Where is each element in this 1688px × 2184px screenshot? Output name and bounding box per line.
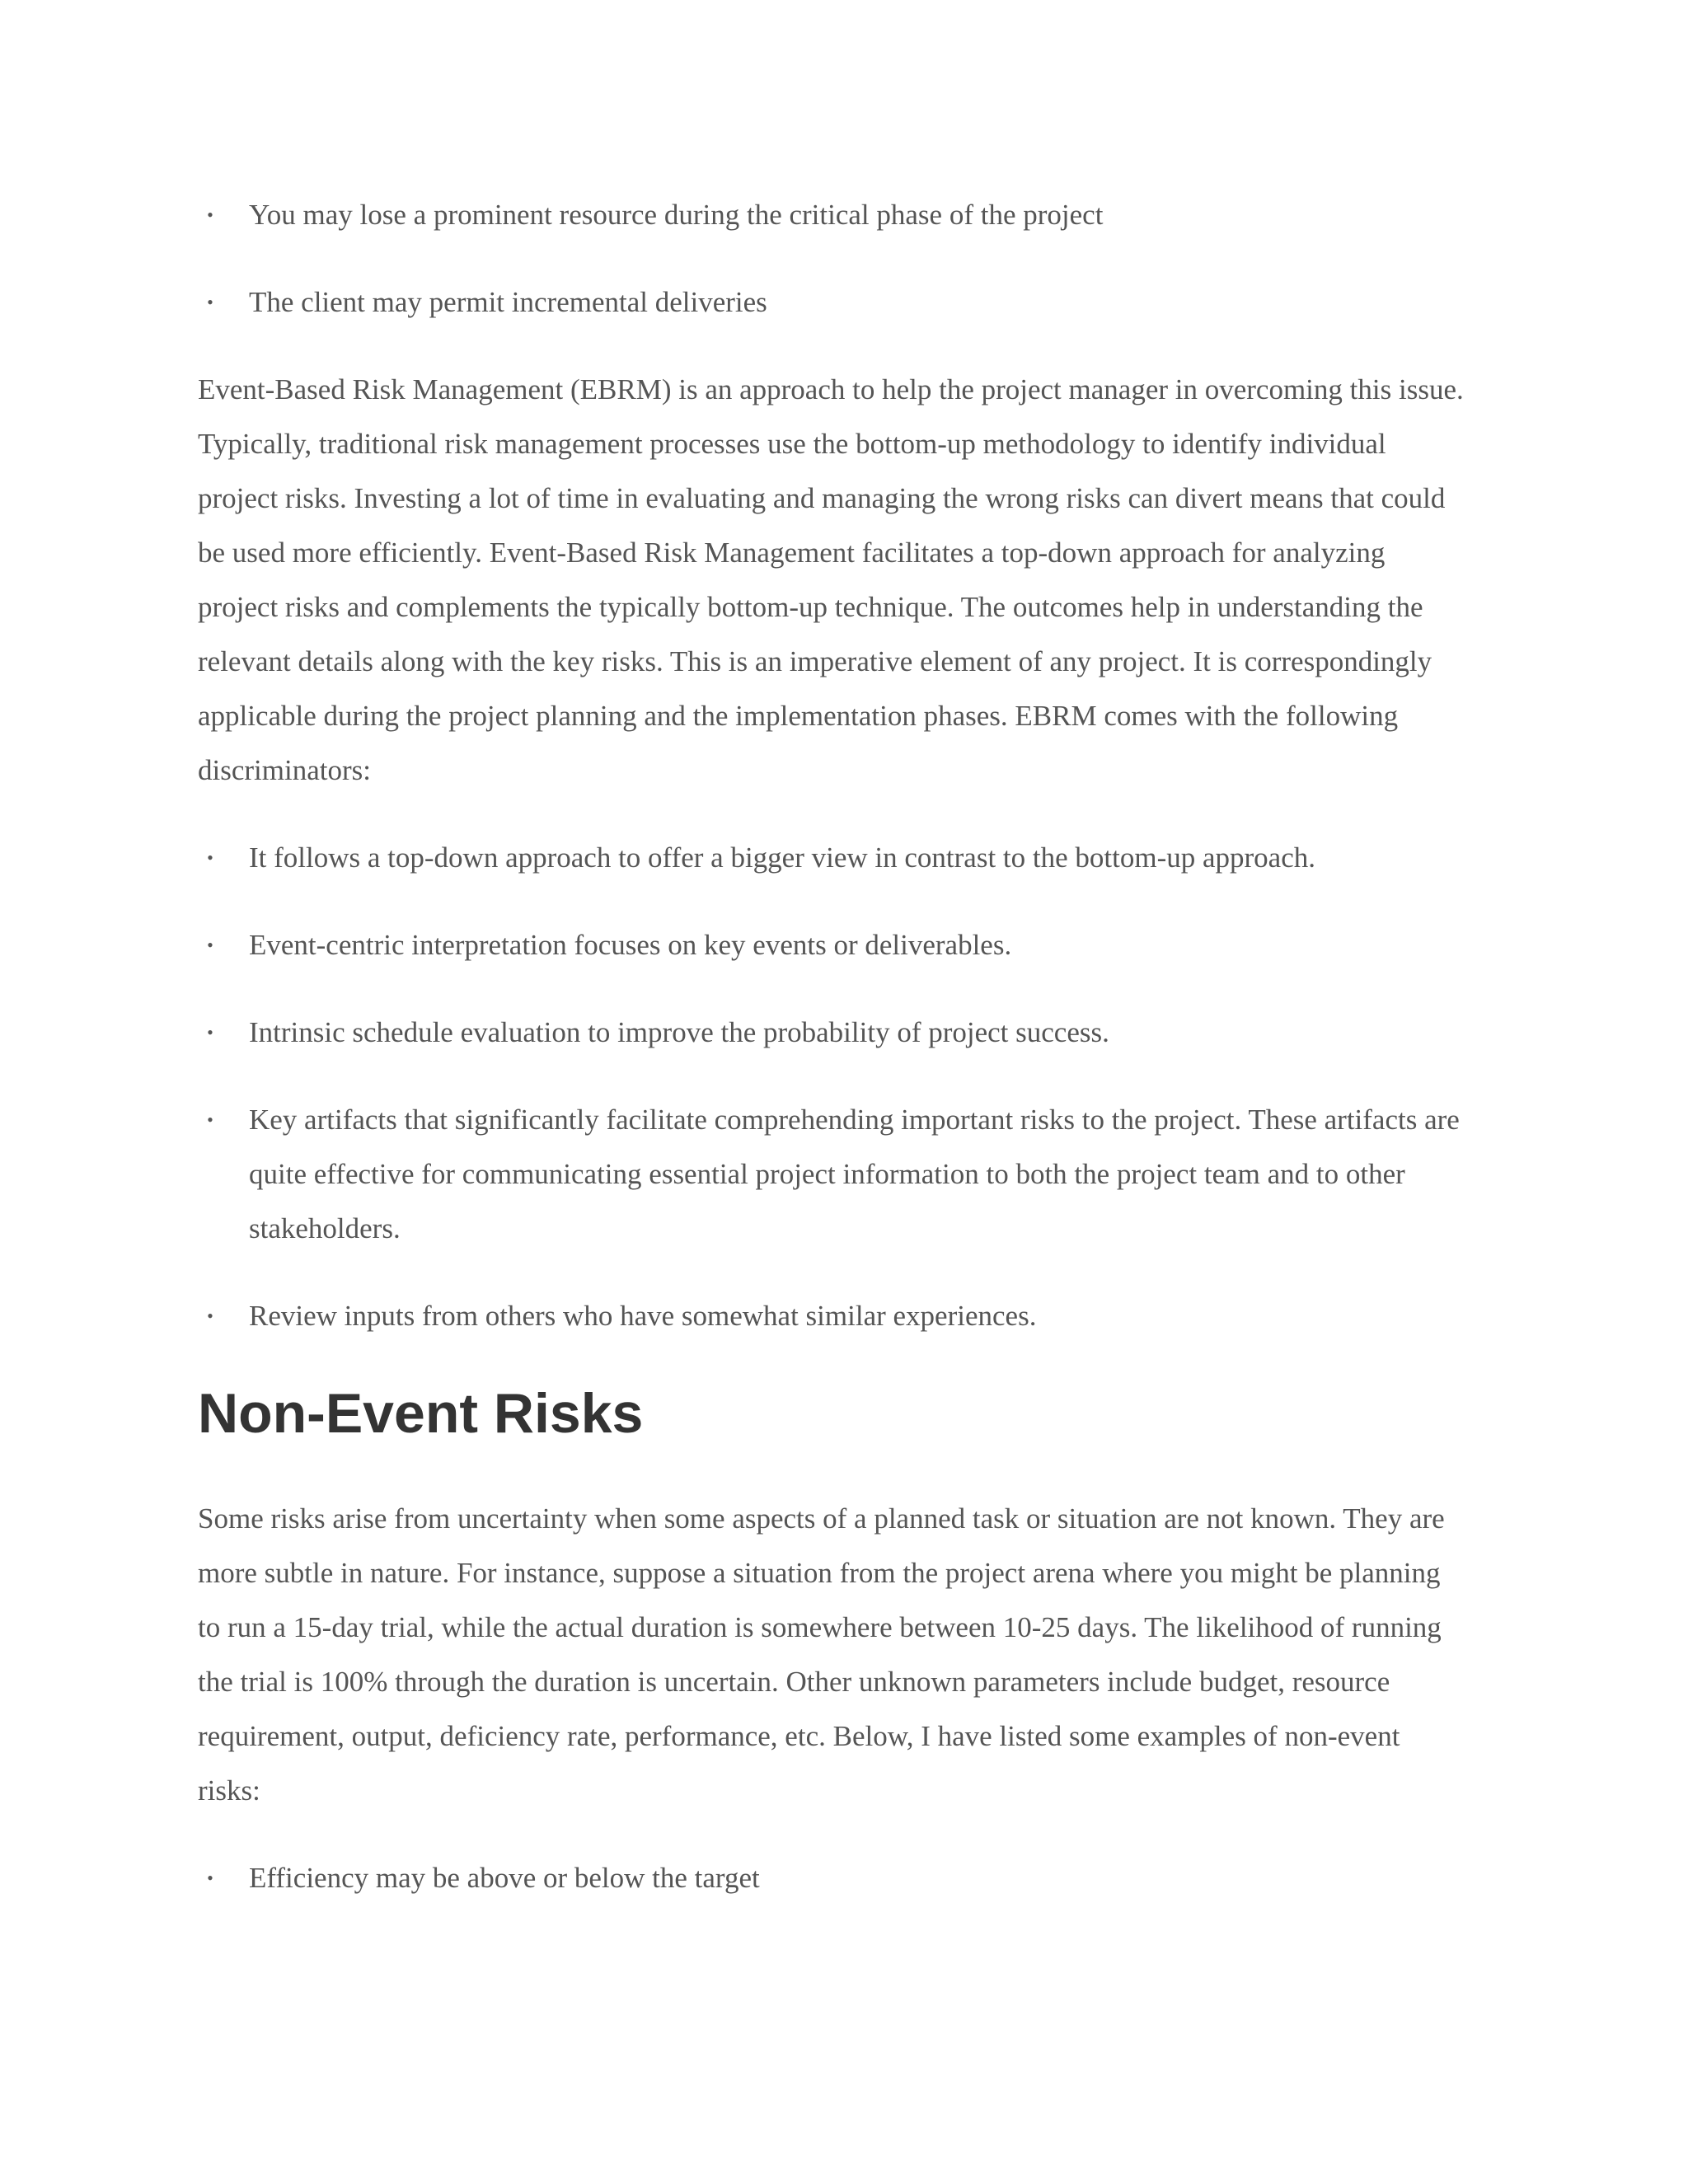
discriminator-bullet-list [198, 831, 1467, 1343]
list-item [198, 1289, 1467, 1343]
list-item [198, 831, 1467, 885]
list-item-text: The client may permit incremental deliveries [249, 286, 767, 318]
bullet-icon: • [207, 1022, 213, 1043]
list-item [198, 918, 1467, 972]
list-item [198, 1851, 1467, 1905]
ebrm-paragraph: Event-Based Risk Management (EBRM) is an approach to help the project manager in overcoming this issue. Typically, traditional risk management processes use the bottom-up methodology to identify individual project risks. Investing a lot of time in evaluating and managing the wrong risks can divert means that could be used more efficiently. Event-Based Risk Management facilitates a top-down approach for analyzing project risks and complements the typically bottom-up technique. The outcomes help in understanding the relevant details along with the key risks. This is an imperative element of any project. It is correspondingly applicable during the project planning and the implementation phases. EBRM comes with the following discriminators: [198, 373, 1464, 786]
list-item [198, 275, 1467, 330]
list-item-text: Efficiency may be above or below the target [249, 1862, 760, 1894]
list-item [198, 1093, 1467, 1256]
intro-bullet-list [198, 188, 1467, 330]
list-item-text: Intrinsic schedule evaluation to improve the probability of project success. [249, 1016, 1109, 1048]
bullet-icon: • [207, 1868, 213, 1888]
non-event-paragraph: Some risks arise from uncertainty when some aspects of a planned task or situation are not known. They are more subtle in nature. For instance, suppose a situation from the project arena where you might be planning to run a 15-day trial, while the actual duration is somewhere between 10-25 days. The likelihood of running the trial is 100% through the duration is uncertain. Other unknown parameters include budget, resource requirement, output, deficiency rate, performance, etc. Below, I have listed some examples of non-event risks: [198, 1502, 1445, 1807]
bullet-icon: • [207, 1305, 213, 1326]
list-item-text: Review inputs from others who have somewhat similar experiences. [249, 1300, 1037, 1332]
bullet-icon: • [207, 935, 213, 955]
list-item [198, 1005, 1467, 1060]
bullet-icon: • [207, 1109, 213, 1130]
bullet-icon: • [207, 204, 213, 225]
list-item [198, 188, 1467, 242]
bullet-icon: • [207, 847, 213, 868]
section-heading: Non-Event Risks [198, 1382, 644, 1445]
list-item-text: You may lose a prominent resource during the critical phase of the project [249, 199, 1104, 231]
non-event-bullet-list [198, 1851, 1467, 1905]
bullet-icon: • [207, 292, 213, 312]
document-content [198, 188, 1467, 1938]
list-item-text: Event-centric interpretation focuses on key events or deliverables. [249, 929, 1012, 961]
list-item-text: Key artifacts that significantly facilitate comprehending important risks to the project. These artifacts are quite effective for communicating essential project information to both the project team and to other stakeholders. [249, 1104, 1460, 1244]
list-item-text: It follows a top-down approach to offer a bigger view in contrast to the bottom-up approach. [249, 841, 1315, 874]
